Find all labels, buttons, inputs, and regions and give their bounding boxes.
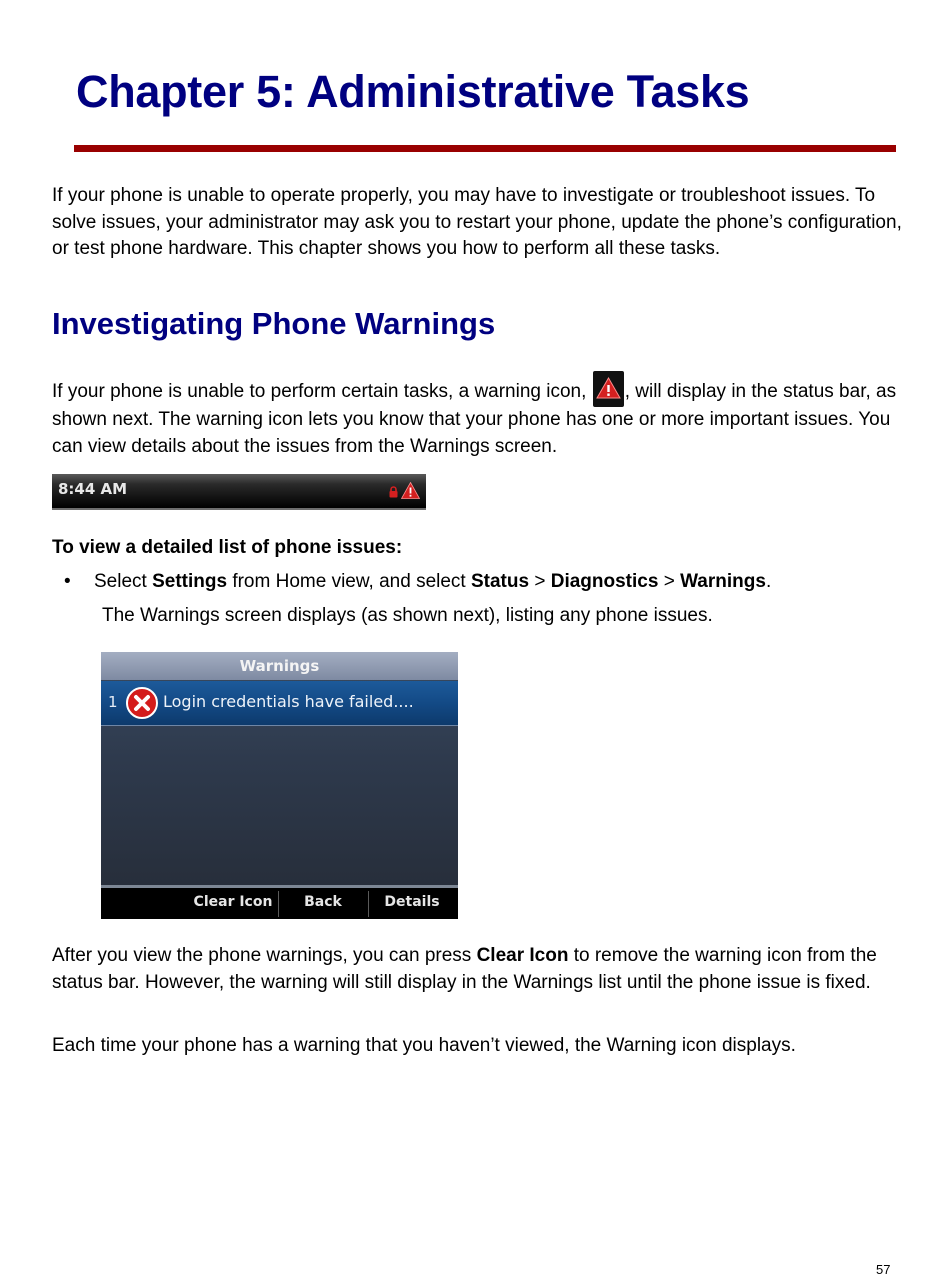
settings-term: Settings — [152, 571, 228, 592]
step-text: . — [765, 571, 772, 592]
step-text: from Home view, and select — [227, 571, 471, 592]
intro-paragraph: If your phone is unable to operate properly, you may have to investigate or troubleshoot issues. To solve issues, your administrator may ask you to restart your phone, update the phone’s configuration, or test phone hardware. This chapter shows you how to perform all these tasks. — [52, 185, 902, 259]
clear-icon-term: Clear Icon — [476, 945, 569, 966]
status-bar-time: 8:44 AM — [58, 480, 128, 498]
chapter-title: Chapter 5: Administrative Tasks — [76, 66, 750, 117]
clear-icon-softkey[interactable]: Clear Icon — [193, 894, 273, 910]
back-softkey[interactable]: Back — [304, 894, 342, 910]
lock-icon — [389, 485, 398, 503]
procedure-heading: To view a detailed list of phone issues: — [52, 537, 403, 558]
paragraph-text: to remove the warning icon from the status bar. However, the warning will still display in the Warnings list until the phone issue is fixed. — [52, 945, 877, 993]
warnings-screen — [101, 652, 458, 919]
procedure-result: The Warnings screen displays (as shown next), listing any phone issues. — [102, 605, 713, 626]
warnings-screen-title: Warnings — [101, 652, 458, 680]
warning-icon-paragraph — [52, 371, 902, 460]
paragraph-text-before-icon: If your phone is unable to perform certain tasks, a warning icon, — [52, 381, 587, 402]
step-text: Select — [94, 571, 153, 592]
softkey-bar — [101, 888, 458, 919]
status-term: Status — [470, 571, 530, 592]
bullet: • — [64, 571, 71, 592]
paragraph-text-after-icon: , will display in the status bar, as shown next. The warning icon lets you know that your phone has one or more important issues. You can view details about the issues from the Warnings screen. — [52, 381, 897, 457]
error-x-icon — [125, 687, 159, 723]
page-number: 57 — [876, 1262, 891, 1277]
paragraph-text: After you view the phone warnings, you can press — [52, 945, 477, 966]
warning-item-number: 1 — [108, 693, 118, 711]
diagnostics-term: Diagnostics — [550, 571, 659, 592]
step-separator: > — [658, 571, 681, 592]
chapter-divider — [74, 145, 896, 152]
warning-icon — [401, 482, 420, 504]
warning-list-item[interactable] — [101, 681, 458, 726]
warnings-term: Warnings — [680, 571, 766, 592]
procedure-step — [64, 569, 904, 595]
section-title: Investigating Phone Warnings — [52, 306, 496, 341]
step-separator: > — [529, 571, 551, 592]
phone-status-bar — [52, 474, 426, 510]
details-softkey[interactable]: Details — [384, 894, 440, 910]
closing-paragraph: Each time your phone has a warning that you haven’t viewed, the Warning icon displays. — [52, 1035, 796, 1056]
clear-icon-paragraph — [52, 943, 902, 996]
warning-item-message: Login credentials have failed.... — [163, 692, 414, 711]
warning-icon — [593, 371, 624, 407]
